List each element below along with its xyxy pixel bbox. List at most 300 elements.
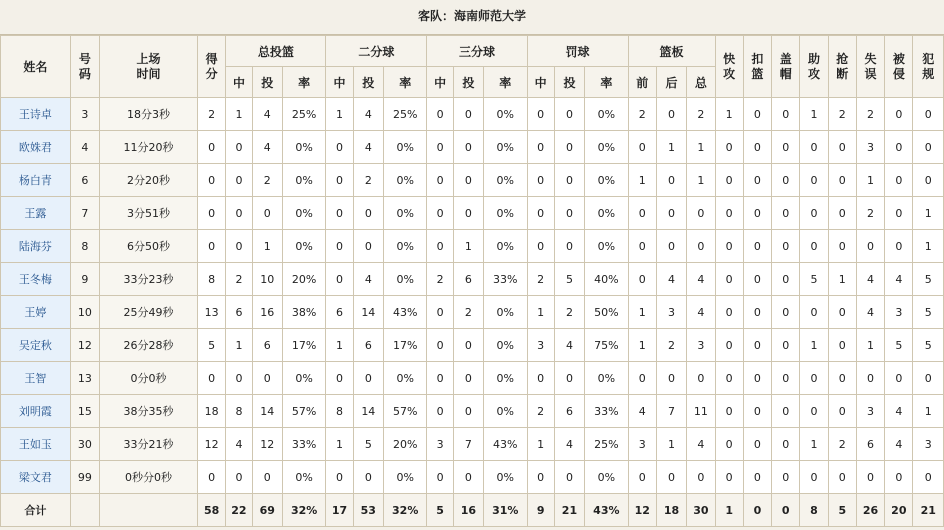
stat-cell: 0: [326, 362, 353, 395]
stat-cell: 0: [715, 362, 743, 395]
stat-cell: 6: [453, 263, 483, 296]
stat-cell: 3: [527, 329, 554, 362]
stat-cell: 4: [353, 98, 383, 131]
player-name[interactable]: 王婷: [1, 296, 71, 329]
stat-cell: 8: [70, 230, 99, 263]
stat-cell: 0: [913, 164, 944, 197]
stat-cell: 1: [687, 131, 715, 164]
stat-cell: 1: [800, 98, 828, 131]
stat-cell: 0: [252, 461, 282, 494]
stat-cell: 0: [800, 164, 828, 197]
stat-cell: 0%: [585, 362, 628, 395]
stat-cell: 0%: [484, 296, 527, 329]
table-row: [1, 461, 944, 494]
stat-cell: 38分35秒: [100, 395, 198, 428]
stat-cell: 57%: [282, 395, 325, 428]
stat-cell: 4: [554, 329, 584, 362]
stat-cell: 3: [856, 395, 884, 428]
stat-cell: 0: [226, 197, 252, 230]
stat-cell: 6: [856, 428, 884, 461]
stat-cell: 0%: [282, 131, 325, 164]
stat-cell: 0: [453, 395, 483, 428]
stat-cell: 0: [198, 164, 226, 197]
stat-cell: 12: [252, 428, 282, 461]
stat-cell: 0%: [585, 461, 628, 494]
stat-cell: 0: [198, 230, 226, 263]
player-name[interactable]: 陆海芬: [1, 230, 71, 263]
stat-cell: 0: [427, 329, 453, 362]
stat-cell: 0: [453, 131, 483, 164]
stat-cell: 0: [772, 131, 800, 164]
stat-cell: 3: [687, 329, 715, 362]
stat-cell: 8: [326, 395, 353, 428]
table-row: [1, 197, 944, 230]
stat-cell: 3: [885, 296, 913, 329]
stat-cell: 2: [687, 98, 715, 131]
stat-cell: 33%: [484, 263, 527, 296]
stat-cell: 0: [453, 329, 483, 362]
stat-cell: 0: [743, 164, 771, 197]
stat-cell: 0: [687, 230, 715, 263]
table-header: [1, 36, 944, 98]
stat-cell: 0: [828, 329, 856, 362]
stat-cell: 18: [198, 395, 226, 428]
stat-cell: 0: [828, 395, 856, 428]
stat-cell: 0: [856, 362, 884, 395]
stat-cell: 1: [628, 296, 656, 329]
sub-pct: 率: [282, 67, 325, 98]
stat-cell: 0: [743, 131, 771, 164]
stat-cell: 14: [353, 395, 383, 428]
stat-cell: 0: [353, 461, 383, 494]
sub-att: 投: [554, 67, 584, 98]
stat-cell: 4: [856, 296, 884, 329]
stat-cell: 4: [885, 395, 913, 428]
total-cell: 5: [828, 494, 856, 527]
header-fg: 总投篮: [226, 36, 326, 67]
stat-cell: 4: [856, 263, 884, 296]
stat-cell: 0: [326, 164, 353, 197]
table-row: [1, 263, 944, 296]
stat-cell: 10: [70, 296, 99, 329]
stat-cell: 5: [554, 263, 584, 296]
table-row: [1, 296, 944, 329]
stat-cell: 0: [554, 164, 584, 197]
stat-cell: 0: [800, 230, 828, 263]
stat-cell: 3: [628, 428, 656, 461]
stat-cell: 1: [687, 164, 715, 197]
stat-cell: 1: [828, 263, 856, 296]
stat-cell: 0%: [585, 131, 628, 164]
header-turnover-label: 失 误: [864, 51, 877, 81]
sub-made: 中: [326, 67, 353, 98]
stat-cell: 0%: [282, 197, 325, 230]
stat-cell: 0: [828, 230, 856, 263]
sub-made: 中: [226, 67, 252, 98]
stat-cell: 0: [527, 362, 554, 395]
stat-cell: 0: [800, 197, 828, 230]
stat-cell: 0: [656, 362, 686, 395]
stat-cell: 0%: [383, 131, 426, 164]
stat-cell: 0: [527, 461, 554, 494]
sub-pct: 率: [484, 67, 527, 98]
stat-cell: 4: [353, 263, 383, 296]
stat-cell: 0: [715, 428, 743, 461]
total-cell: 1: [715, 494, 743, 527]
stat-cell: 0: [715, 131, 743, 164]
stat-cell: 33分21秒: [100, 428, 198, 461]
stat-cell: 0: [800, 131, 828, 164]
stat-cell: 0: [527, 131, 554, 164]
stat-cell: 17%: [383, 329, 426, 362]
stat-cell: 0: [772, 230, 800, 263]
stat-cell: 12: [198, 428, 226, 461]
header-fouled-label: 被 侵: [892, 51, 905, 81]
player-name[interactable]: 王智: [1, 362, 71, 395]
stat-cell: 26分28秒: [100, 329, 198, 362]
stat-cell: 0: [715, 329, 743, 362]
total-cell: 9: [527, 494, 554, 527]
stat-cell: 0: [198, 197, 226, 230]
stat-cell: 0: [453, 197, 483, 230]
stat-cell: 4: [687, 263, 715, 296]
stat-cell: 0: [715, 263, 743, 296]
stat-cell: 38%: [282, 296, 325, 329]
total-cell: 30: [687, 494, 715, 527]
stat-cell: 0%: [585, 164, 628, 197]
stat-cell: 0: [743, 230, 771, 263]
stat-cell: 11: [687, 395, 715, 428]
stat-cell: 0%: [484, 362, 527, 395]
stat-cell: 33%: [282, 428, 325, 461]
header-steal: [828, 36, 856, 98]
stat-cell: 0: [772, 329, 800, 362]
stat-cell: 25%: [383, 98, 426, 131]
table-row: [1, 329, 944, 362]
sub-made: 中: [427, 67, 453, 98]
player-name[interactable]: 杨白青: [1, 164, 71, 197]
stat-cell: 0: [715, 197, 743, 230]
stat-cell: 5: [913, 296, 944, 329]
stat-cell: 6: [226, 296, 252, 329]
stat-cell: 0%: [383, 197, 426, 230]
header-assist: [800, 36, 828, 98]
stat-cell: 2: [198, 98, 226, 131]
header-fastbreak-label: 快 攻: [723, 51, 736, 81]
total-cell: 53: [353, 494, 383, 527]
sub-made: 中: [527, 67, 554, 98]
stat-cell: 2: [856, 197, 884, 230]
total-cell: 8: [800, 494, 828, 527]
stat-cell: 0: [828, 164, 856, 197]
stat-cell: 6: [326, 296, 353, 329]
stat-cell: 0: [715, 461, 743, 494]
table-row: [1, 131, 944, 164]
stat-cell: 0: [885, 362, 913, 395]
header-block: [772, 36, 800, 98]
stat-cell: 0%: [484, 461, 527, 494]
stat-cell: 14: [353, 296, 383, 329]
player-name[interactable]: 王诗卓: [1, 98, 71, 131]
stat-cell: 4: [252, 131, 282, 164]
stat-cell: 20%: [383, 428, 426, 461]
sub-att: 投: [252, 67, 282, 98]
stat-cell: 0: [885, 461, 913, 494]
stat-cell: 1: [527, 428, 554, 461]
stat-cell: 7: [453, 428, 483, 461]
total-cell: 16: [453, 494, 483, 527]
stat-cell: 3分51秒: [100, 197, 198, 230]
sub-pct: 率: [585, 67, 628, 98]
stat-cell: 0: [743, 362, 771, 395]
stat-cell: 0%: [585, 98, 628, 131]
stat-cell: 2: [656, 329, 686, 362]
stat-cell: 0: [715, 230, 743, 263]
header-minutes: [100, 36, 198, 98]
header-foul-label: 犯 规: [922, 51, 935, 81]
stat-cell: 0: [427, 164, 453, 197]
stat-cell: 0: [715, 395, 743, 428]
stat-cell: 2: [427, 263, 453, 296]
stat-cell: 0: [800, 461, 828, 494]
stat-cell: 0: [743, 296, 771, 329]
stat-cell: 17%: [282, 329, 325, 362]
stat-cell: 0: [427, 98, 453, 131]
stat-cell: 5: [353, 428, 383, 461]
stat-cell: 0: [656, 98, 686, 131]
stat-cell: 14: [252, 395, 282, 428]
stat-cell: 0: [628, 461, 656, 494]
stat-cell: 43%: [484, 428, 527, 461]
stat-cell: 6分50秒: [100, 230, 198, 263]
total-cell: 21: [913, 494, 944, 527]
total-cell: 0: [743, 494, 771, 527]
stat-cell: 0: [427, 461, 453, 494]
stat-cell: 0: [326, 461, 353, 494]
stat-cell: 33%: [585, 395, 628, 428]
stat-cell: 4: [656, 263, 686, 296]
stat-cell: 0: [828, 461, 856, 494]
stat-cell: 0: [743, 98, 771, 131]
team-title: 客队：海南师范大学: [0, 0, 944, 35]
stat-cell: 0: [427, 131, 453, 164]
stat-cell: 0: [743, 329, 771, 362]
player-name[interactable]: 刘明霞: [1, 395, 71, 428]
stat-cell: 1: [453, 230, 483, 263]
total-cell: 43%: [585, 494, 628, 527]
stat-cell: 0: [326, 131, 353, 164]
player-name[interactable]: 王冬梅: [1, 263, 71, 296]
stat-cell: 4: [885, 263, 913, 296]
stat-cell: 2: [554, 296, 584, 329]
stat-cell: 1: [913, 395, 944, 428]
stat-cell: 40%: [585, 263, 628, 296]
stat-cell: 0: [226, 362, 252, 395]
stat-cell: 0%: [484, 131, 527, 164]
total-cell: 58: [198, 494, 226, 527]
stat-cell: 0: [527, 230, 554, 263]
stat-cell: 1: [656, 428, 686, 461]
stat-cell: 0: [427, 230, 453, 263]
stat-cell: 1: [226, 98, 252, 131]
stat-cell: 0: [828, 296, 856, 329]
stat-cell: 0: [772, 197, 800, 230]
total-cell: 32%: [282, 494, 325, 527]
stat-cell: 1: [856, 329, 884, 362]
stat-cell: 0%: [585, 230, 628, 263]
stat-cell: 0: [828, 131, 856, 164]
stat-cell: 0: [656, 230, 686, 263]
stat-cell: 0: [527, 98, 554, 131]
total-cell: 0: [772, 494, 800, 527]
stat-cell: 1: [913, 197, 944, 230]
stat-cell: 0%: [484, 329, 527, 362]
player-name[interactable]: 欧姝君: [1, 131, 71, 164]
stat-cell: 12: [70, 329, 99, 362]
stat-cell: 0: [554, 197, 584, 230]
header-name: 姓名: [1, 36, 71, 98]
stat-cell: 4: [70, 131, 99, 164]
table-body: [1, 98, 944, 527]
stat-cell: 0: [453, 98, 483, 131]
header-block-label: 盖 帽: [779, 51, 792, 81]
stat-cell: 3: [856, 131, 884, 164]
header-fastbreak: [715, 36, 743, 98]
stat-cell: 6: [554, 395, 584, 428]
stat-cell: 0: [913, 98, 944, 131]
stat-cell: 0: [913, 461, 944, 494]
stat-cell: 0: [828, 362, 856, 395]
stat-cell: 0: [687, 461, 715, 494]
stat-cell: 0: [715, 164, 743, 197]
header-points-label: 得 分: [205, 51, 218, 81]
stat-cell: 3: [70, 98, 99, 131]
player-name[interactable]: 王露: [1, 197, 71, 230]
player-name[interactable]: 梁文君: [1, 461, 71, 494]
stat-cell: 4: [687, 428, 715, 461]
stat-cell: 0: [628, 263, 656, 296]
stat-cell: 1: [628, 164, 656, 197]
sub-att: 投: [453, 67, 483, 98]
stat-cell: 0: [743, 428, 771, 461]
stat-cell: 2: [527, 263, 554, 296]
table-row: [1, 395, 944, 428]
stat-cell: 0%: [585, 197, 628, 230]
total-cell: 31%: [484, 494, 527, 527]
header-number: [70, 36, 99, 98]
stat-cell: 0: [554, 461, 584, 494]
stat-cell: 0: [885, 131, 913, 164]
stat-cell: 0: [226, 230, 252, 263]
stat-cell: 75%: [585, 329, 628, 362]
header-dunk-label: 扣 篮: [751, 51, 764, 81]
stat-cell: 7: [70, 197, 99, 230]
stat-cell: 0: [743, 461, 771, 494]
stat-cell: 6: [353, 329, 383, 362]
header-steal-label: 抢 断: [836, 51, 849, 81]
stat-cell: 0: [828, 197, 856, 230]
header-foul: [913, 36, 944, 98]
stat-cell: 4: [687, 296, 715, 329]
stat-cell: 0: [226, 131, 252, 164]
stat-cell: 0%: [484, 98, 527, 131]
stat-cell: 0%: [484, 164, 527, 197]
table-row: [1, 362, 944, 395]
stat-cell: 15: [70, 395, 99, 428]
stat-cell: 0: [656, 197, 686, 230]
stat-cell: 0: [453, 362, 483, 395]
total-cell: 22: [226, 494, 252, 527]
stat-cell: 0: [252, 197, 282, 230]
player-name[interactable]: 王如玉: [1, 428, 71, 461]
stat-cell: 0: [226, 461, 252, 494]
stat-cell: 0: [743, 263, 771, 296]
stat-cell: 8: [198, 263, 226, 296]
stat-cell: 4: [353, 131, 383, 164]
player-name[interactable]: 吴定秋: [1, 329, 71, 362]
header-three: 三分球: [427, 36, 527, 67]
header-number-label: 号 码: [78, 51, 91, 81]
stat-cell: 99: [70, 461, 99, 494]
stat-cell: 0: [353, 362, 383, 395]
stat-cell: 0: [554, 362, 584, 395]
stat-cell: 0%: [484, 197, 527, 230]
stat-cell: 0: [800, 296, 828, 329]
stat-cell: 20%: [282, 263, 325, 296]
stat-cell: 25%: [282, 98, 325, 131]
stat-cell: 0%: [484, 395, 527, 428]
stat-cell: 0: [772, 362, 800, 395]
header-turnover: [856, 36, 884, 98]
stat-cell: 16: [252, 296, 282, 329]
stat-cell: 6: [70, 164, 99, 197]
header-dunk: [743, 36, 771, 98]
stat-cell: 0: [656, 164, 686, 197]
stat-cell: 13: [198, 296, 226, 329]
stat-cell: 0%: [282, 362, 325, 395]
header-ft: 罚球: [527, 36, 628, 67]
stat-cell: 0: [856, 461, 884, 494]
stat-cell: 0: [198, 131, 226, 164]
sub-pct: 率: [383, 67, 426, 98]
stat-cell: 1: [800, 428, 828, 461]
player-stats-table: [0, 35, 944, 527]
total-cell: 17: [326, 494, 353, 527]
stat-cell: 0%: [383, 263, 426, 296]
stat-cell: 0: [628, 362, 656, 395]
sub-off: 前: [628, 67, 656, 98]
stat-cell: 1: [326, 428, 353, 461]
total-cell: [100, 494, 198, 527]
stat-cell: 1: [856, 164, 884, 197]
stat-cell: 2: [252, 164, 282, 197]
stat-cell: 4: [226, 428, 252, 461]
stat-cell: 2: [527, 395, 554, 428]
stat-cell: 11分20秒: [100, 131, 198, 164]
stat-cell: 0: [772, 296, 800, 329]
stat-cell: 30: [70, 428, 99, 461]
stat-cell: 3: [656, 296, 686, 329]
stat-cell: 5: [913, 329, 944, 362]
stat-cell: 1: [656, 131, 686, 164]
stat-cell: 1: [527, 296, 554, 329]
sub-att: 投: [353, 67, 383, 98]
stat-cell: 4: [885, 428, 913, 461]
stat-cell: 5: [913, 263, 944, 296]
total-label: 合计: [1, 494, 71, 527]
total-cell: [70, 494, 99, 527]
stat-cell: 0%: [383, 230, 426, 263]
